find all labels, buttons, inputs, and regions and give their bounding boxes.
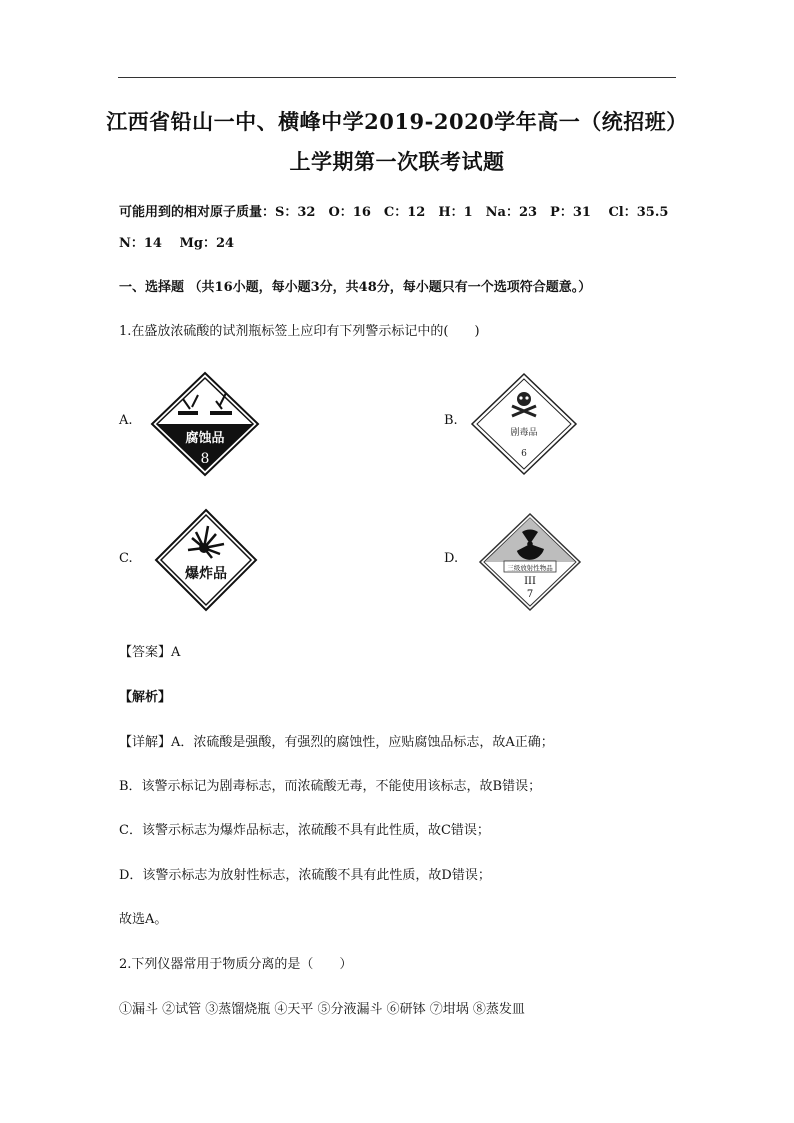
radioactive-sign-text: 三级放射性物品	[507, 564, 553, 572]
explanation-line: C．该警示标志为爆炸品标志，浓硫酸不具有此性质，故C错误；	[119, 823, 490, 838]
question-1-stem: 1.在盛放浓硫酸的试剂瓶标签上应印有下列警示标记中的( )	[119, 324, 480, 339]
toxic-sign-number: 6	[521, 449, 527, 459]
explosive-sign-icon	[154, 508, 258, 612]
explosive-sign-text: 爆炸品	[185, 566, 227, 582]
corrosive-sign-number: 8	[200, 451, 210, 467]
atomic-masses-line-2: N：14 Mg：24	[119, 236, 235, 251]
radioactive-sign-roman: III	[524, 576, 536, 587]
explanation-line: 【详解】A．浓硫酸是强酸，有强烈的腐蚀性，应贴腐蚀品标志，故A正确；	[119, 735, 554, 750]
radioactive-sign-icon	[478, 512, 582, 612]
toxic-sign-text: 剧毒品	[510, 428, 538, 438]
corrosive-sign-icon	[150, 371, 260, 477]
page-title-line-1: 江西省铅山一中、横峰中学2019-2020学年高一（统招班）	[106, 109, 688, 134]
question-2-choices: ①漏斗 ②试管 ③蒸馏烧瓶 ④天平 ⑤分液漏斗 ⑥研钵 ⑦坩埚 ⑧蒸发皿	[119, 1002, 525, 1017]
radioactive-sign-number: 7	[526, 589, 534, 600]
page-title-line-2: 上学期第一次联考试题	[289, 149, 505, 174]
toxic-sign-icon	[470, 372, 578, 476]
analysis-heading: 【解析】	[119, 690, 172, 705]
question-2-stem: 2.下列仪器常用于物质分离的是（ ）	[119, 957, 353, 972]
answer: 【答案】A	[119, 645, 181, 660]
header-rule	[118, 77, 676, 78]
explanation-line: 故选A。	[119, 912, 168, 927]
option-d-label: D.	[444, 551, 459, 566]
atomic-masses-line-1: 可能用到的相对原子质量：S：32 O：16 C：12 H：1 Na：23 P：31 Cl：35.5	[119, 205, 669, 220]
section-heading: 一、选择题 （共16小题，每小题3分，共48分，每小题只有一个选项符合题意。）	[119, 280, 592, 295]
option-a-label: A.	[119, 413, 133, 428]
option-b-label: B.	[444, 413, 458, 428]
option-c-label: C.	[119, 551, 133, 566]
explanation-line: D．该警示标志为放射性标志，浓硫酸不具有此性质，故D错误；	[119, 868, 491, 883]
corrosive-sign-text: 腐蚀品	[185, 431, 225, 446]
explanation-line: B．该警示标记为剧毒标志，而浓硫酸无毒，不能使用该标志，故B错误；	[119, 779, 542, 794]
